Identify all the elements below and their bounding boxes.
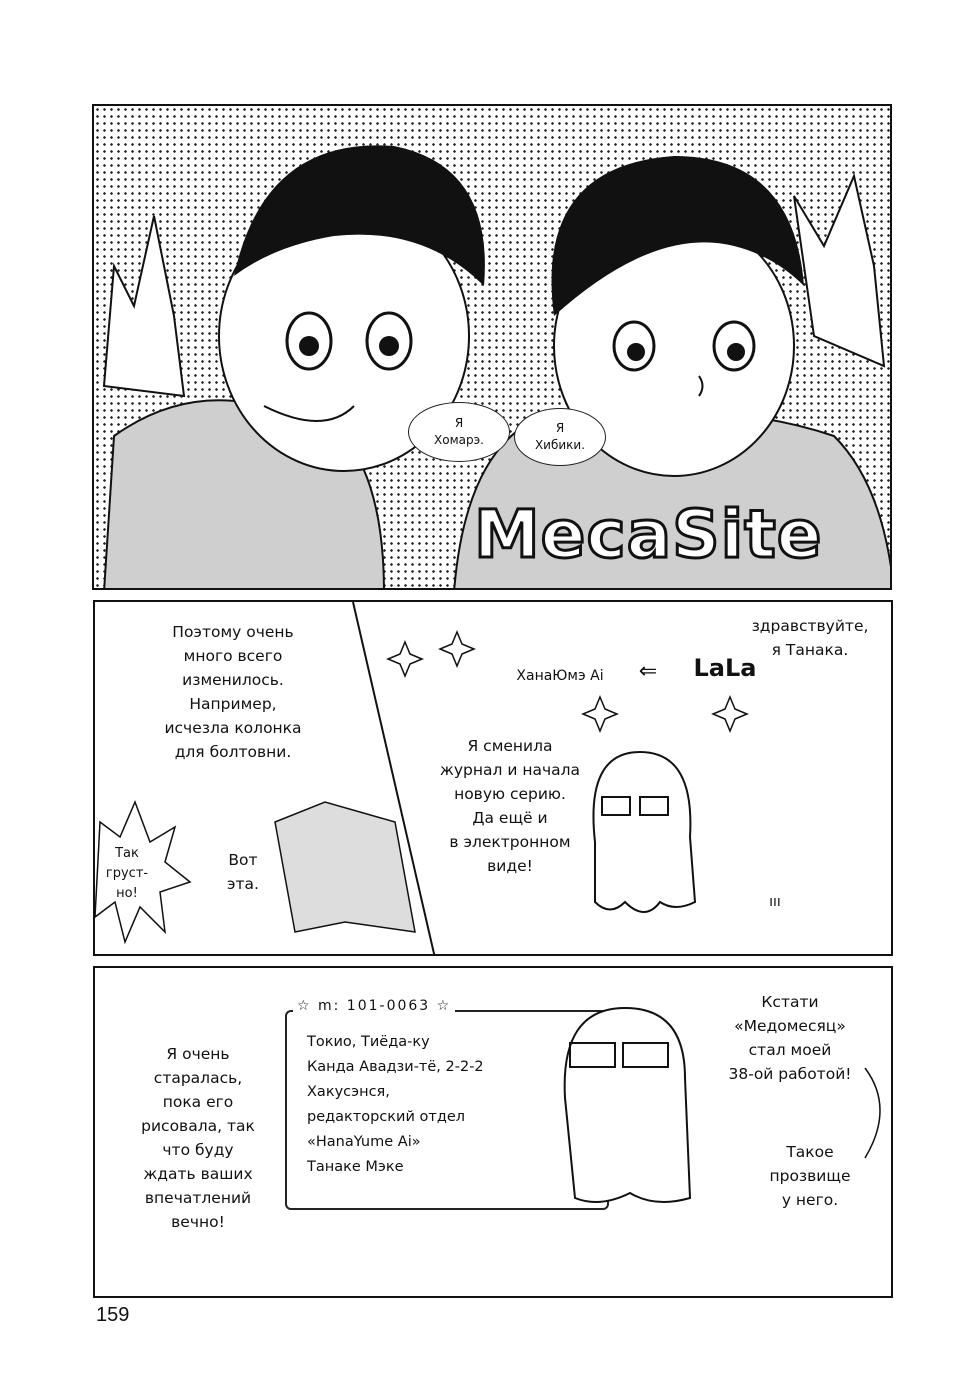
- panel3-text-right-top: Кстати «Медомесяц» стал моей 38-ой работой!: [728, 993, 852, 1083]
- greeting-text: здравствуйте, я Танака.: [751, 617, 869, 659]
- lala-logo: LaLa: [693, 654, 757, 682]
- panel3-text-left: Я очень старалась, пока его рисовала, так что буду ждать ваших впечатлений вечно!: [141, 1045, 255, 1231]
- panel-address: [93, 966, 893, 1298]
- arrow-icon: ⇐: [638, 659, 658, 684]
- this-one-text: Вот эта.: [227, 851, 259, 893]
- address-lines: Токио, Тиёда-ку Канда Авадзи-тё, 2-2-2 Хакусэнся, редакторский отдел «HanaYume Ai» Танаке Мэке: [307, 1034, 484, 1175]
- page-number: 159: [96, 1304, 130, 1326]
- sound-effect: ııı: [769, 894, 781, 910]
- panel-magazine-change: [93, 600, 893, 956]
- shout-text: Так груст- но!: [105, 846, 149, 901]
- mecasite-logo: MecaSite: [474, 496, 823, 573]
- address-header: ☆ m: 101-0063 ☆: [293, 998, 455, 1014]
- panel3-text-right-bottom: Такое прозвище у него.: [769, 1143, 851, 1209]
- magazine-name: ХанаЮмэ Ai: [516, 668, 604, 684]
- panel-cover: [92, 104, 892, 590]
- speech-bubble-hibiki: Я Хибики.: [514, 408, 606, 466]
- panel2-text-left: Поэтому очень много всего изменилось. Например, исчезла колонка для болтовни.: [164, 623, 302, 761]
- panel2-text-middle: Я сменила журнал и начала новую серию. Да ещё и в электронном виде!: [439, 737, 581, 875]
- speech-bubble-homare: Я Хомарэ.: [408, 402, 510, 462]
